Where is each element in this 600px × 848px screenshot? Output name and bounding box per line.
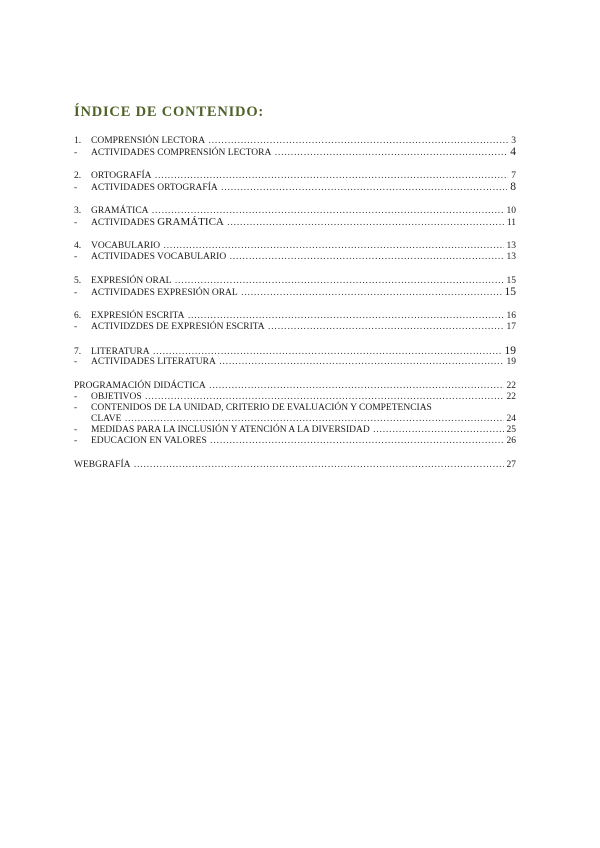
toc-entry-comprension-lectora[interactable] [74,136,516,147]
entry-label: MEDIDAS PARA LA INCLUSIÓN Y ATENCIÓN A LA DIVERSIDAD [91,425,370,435]
entry-label: ACTIVIDZDES DE EXPRESIÓN ESCRITA [91,322,265,332]
entry-marker: - [74,322,78,332]
entry-label: ORTOGRAFÍA [91,171,152,181]
toc-entry-actividades-vocabulario[interactable] [74,252,516,263]
dot-leader [209,381,504,392]
entry-page-number: 15 [504,286,516,298]
entry-marker: - [74,403,78,413]
entry-page-number: 22 [506,392,516,402]
dot-leader [175,276,504,287]
toc-entry-expresion-oral[interactable] [74,276,516,287]
entry-marker: - [74,357,78,367]
entry-marker: 1. [74,136,82,146]
entry-label: GRAMÁTICA [91,206,149,216]
entry-label: ACTIVIDADES VOCABULARIO [91,252,227,262]
entry-page-number: 19 [504,345,516,357]
toc-entry-actividades-literatura[interactable] [74,357,516,368]
toc-entry-actividades-ortografia[interactable] [74,182,516,193]
entry-page-number: 4 [510,146,516,158]
toc-entry-contenidos-unidad[interactable] [74,403,516,425]
toc-title: ÍNDICE DE CONTENIDO: [74,104,265,120]
entry-page-number: 17 [506,322,516,332]
entry-page-number: 3 [511,136,516,146]
entry-marker: 5. [74,276,82,286]
entry-page-number: 22 [506,381,516,391]
entry-label-part-large: GRAMÁTICA [157,216,224,228]
dot-leader [221,183,508,194]
dot-leader [163,241,503,252]
dot-leader [187,311,503,322]
entry-marker: - [74,392,78,402]
entry-marker: - [74,436,78,446]
entry-label: OBJETIVOS [91,392,142,402]
entry-label: EXPRESIÓN ORAL [91,276,172,286]
entry-label: LITERATURA [91,347,150,357]
entry-label: EXPRESIÓN ESCRITA [91,311,185,321]
toc-entry-gramatica[interactable] [74,206,516,217]
entry-label: ACTIVIDADES ORTOGRAFÍA [91,183,218,193]
entry-marker: 3. [74,206,82,216]
entry-marker: 6. [74,311,82,321]
entry-page-number: 13 [506,241,516,251]
toc-entry-literatura[interactable] [74,346,516,357]
entry-page-number: 25 [506,425,516,435]
entry-label: ACTIVIDADES LITERATURA [91,357,216,367]
entry-page-number: 10 [506,206,516,216]
entry-label: PROGRAMACIÓN DIDÁCTICA [74,381,206,391]
entry-label: CONTENIDOS DE LA UNIDAD, CRITERIO DE EVALUACIÓN Y COMPETENCIAS [91,403,432,413]
entry-marker: - [74,288,78,298]
toc-entry-expresion-escrita[interactable] [74,311,516,322]
toc-entry-educacion-valores[interactable] [74,436,516,447]
table-of-contents [74,136,516,471]
dot-leader [133,460,503,471]
entry-page-number: 13 [506,252,516,262]
toc-entry-ortografia[interactable] [74,171,516,182]
entry-marker: 4. [74,241,82,251]
entry-label: EDUCACION EN VALORES [91,436,207,446]
entry-page-number: 7 [511,171,516,181]
dot-leader [229,252,503,263]
dot-leader [145,392,504,403]
entry-marker: - [74,425,78,435]
entry-label: ACTIVIDADES EXPRESIÓN ORAL [91,288,238,298]
entry-label-continued: CLAVE [91,414,122,424]
entry-marker: - [74,218,78,228]
dot-leader [219,357,504,368]
toc-entry-actividades-expresion-escrita[interactable] [74,322,516,333]
entry-label: ACTIVIDADES COMPRENSIÓN LECTORA [91,148,272,158]
dot-leader [241,288,502,299]
entry-label: WEBGRAFÍA [74,460,131,470]
dot-leader [208,136,508,147]
dot-leader [124,414,503,425]
toc-entry-webgrafia[interactable] [74,460,516,471]
entry-label-part: ACTIVIDADES [91,218,158,228]
dot-leader [227,218,504,229]
toc-entry-vocabulario[interactable] [74,241,516,252]
entry-page-number: 26 [506,436,516,446]
entry-page-number: 15 [506,276,516,286]
dot-leader [210,436,504,447]
entry-label [91,217,224,229]
entry-page-number: 16 [506,311,516,321]
toc-entry-actividades-expresion-oral[interactable] [74,287,516,298]
toc-entry-medidas-inclusion[interactable] [74,425,516,436]
entry-page-number: 27 [506,460,516,470]
entry-marker: - [74,252,78,262]
entry-page-number: 8 [510,181,516,193]
entry-page-number: 24 [506,414,516,424]
dot-leader [274,148,507,159]
entry-marker: - [74,183,78,193]
entry-label: COMPRENSIÓN LECTORA [91,136,206,146]
entry-page-number: 11 [506,218,516,228]
toc-entry-actividades-comprension[interactable] [74,147,516,158]
entry-marker: - [74,148,78,158]
entry-label: VOCABULARIO [91,241,161,251]
entry-page-number: 19 [506,357,516,367]
entry-marker: 7. [74,347,82,357]
dot-leader [373,425,504,436]
toc-entry-programacion-didactica[interactable] [74,381,516,392]
entry-marker: 2. [74,171,82,181]
toc-entry-actividades-gramatica[interactable] [74,217,516,228]
toc-entry-objetivos[interactable] [74,392,516,403]
dot-leader [268,322,504,333]
dot-leader [154,171,508,182]
